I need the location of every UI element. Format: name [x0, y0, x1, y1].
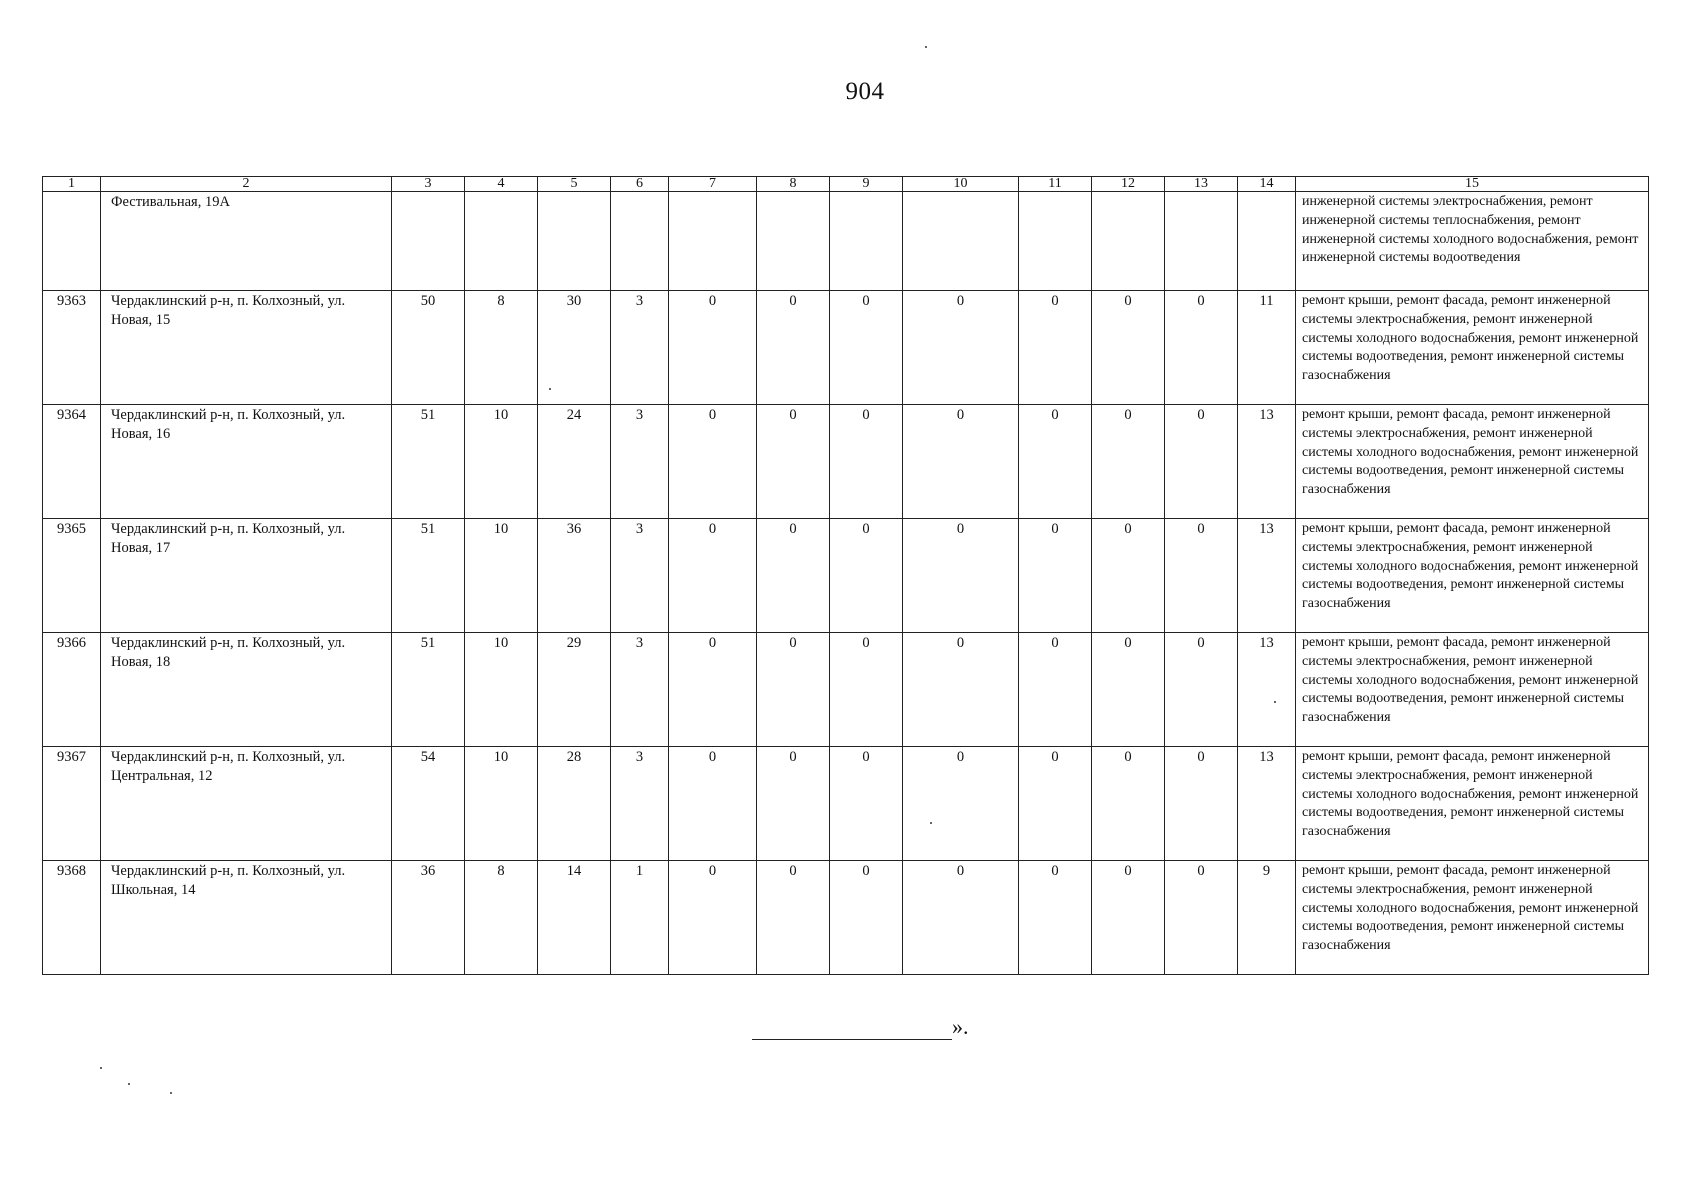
header-cell: 7 — [669, 177, 757, 192]
value-cell: 0 — [1092, 633, 1165, 747]
value-cell: 0 — [903, 291, 1019, 405]
header-cell: 5 — [538, 177, 611, 192]
value-cell: 3 — [611, 291, 669, 405]
works-cell: ремонт крыши, ремонт фасада, ремонт инженерной системы электроснабжения, ремонт инженерной системы холодного водоснабжения, ремонт инженерной системы водоотведения, ремонт инженерной системы газоснабжения — [1296, 861, 1649, 975]
header-cell: 2 — [101, 177, 392, 192]
value-cell: 0 — [1092, 861, 1165, 975]
header-cell: 9 — [830, 177, 903, 192]
value-cell: 28 — [538, 747, 611, 861]
value-cell: 8 — [465, 291, 538, 405]
value-cell: 0 — [1165, 861, 1238, 975]
value-cell: 36 — [392, 861, 465, 975]
value-cell: 0 — [757, 405, 830, 519]
closing-quote: ». — [952, 1014, 969, 1039]
value-cell: 0 — [669, 861, 757, 975]
value-cell: 0 — [757, 861, 830, 975]
scan-speck — [930, 822, 932, 824]
value-cell — [1019, 192, 1092, 291]
closing-mark — [752, 1014, 969, 1040]
value-cell: 29 — [538, 633, 611, 747]
table-row — [43, 747, 1649, 861]
value-cell — [1238, 192, 1296, 291]
id-cell: 9364 — [43, 405, 101, 519]
value-cell — [903, 192, 1019, 291]
id-cell — [43, 192, 101, 291]
value-cell — [669, 192, 757, 291]
value-cell: 0 — [669, 519, 757, 633]
value-cell: 9 — [1238, 861, 1296, 975]
value-cell: 24 — [538, 405, 611, 519]
value-cell: 0 — [830, 747, 903, 861]
value-cell: 3 — [611, 405, 669, 519]
table-body — [43, 177, 1649, 975]
header-cell: 3 — [392, 177, 465, 192]
header-cell: 1 — [43, 177, 101, 192]
header-cell: 4 — [465, 177, 538, 192]
value-cell: 0 — [1092, 519, 1165, 633]
value-cell: 0 — [1165, 633, 1238, 747]
value-cell: 0 — [1092, 747, 1165, 861]
value-cell: 3 — [611, 519, 669, 633]
value-cell: 0 — [1019, 291, 1092, 405]
scan-speck — [1274, 701, 1276, 703]
value-cell: 0 — [669, 291, 757, 405]
value-cell: 0 — [1019, 519, 1092, 633]
scan-speck — [128, 1083, 130, 1085]
table-row — [43, 519, 1649, 633]
value-cell: 51 — [392, 633, 465, 747]
works-cell: инженерной системы электроснабжения, ремонт инженерной системы теплоснабжения, ремонт инженерной системы холодного водоснабжения, ремонт инженерной системы водоотведения — [1296, 192, 1649, 291]
value-cell: 0 — [1165, 519, 1238, 633]
value-cell: 0 — [1019, 861, 1092, 975]
value-cell: 0 — [757, 747, 830, 861]
header-cell: 13 — [1165, 177, 1238, 192]
table-row — [43, 405, 1649, 519]
scan-speck — [549, 388, 551, 390]
value-cell: 10 — [465, 519, 538, 633]
address-cell: Фестивальная, 19А — [101, 192, 392, 291]
value-cell: 0 — [1019, 405, 1092, 519]
value-cell: 0 — [1092, 405, 1165, 519]
header-cell: 10 — [903, 177, 1019, 192]
value-cell: 0 — [1165, 747, 1238, 861]
works-cell: ремонт крыши, ремонт фасада, ремонт инженерной системы электроснабжения, ремонт инженерной системы холодного водоснабжения, ремонт инженерной системы водоотведения, ремонт инженерной системы газоснабжения — [1296, 291, 1649, 405]
value-cell — [757, 192, 830, 291]
value-cell: 13 — [1238, 405, 1296, 519]
id-cell: 9366 — [43, 633, 101, 747]
value-cell: 30 — [538, 291, 611, 405]
value-cell: 8 — [465, 861, 538, 975]
signature-line — [752, 1019, 952, 1040]
id-cell: 9368 — [43, 861, 101, 975]
id-cell: 9365 — [43, 519, 101, 633]
value-cell: 0 — [830, 861, 903, 975]
id-cell: 9367 — [43, 747, 101, 861]
register-table — [42, 176, 1649, 975]
value-cell: 0 — [830, 291, 903, 405]
value-cell: 0 — [1165, 291, 1238, 405]
value-cell: 0 — [903, 747, 1019, 861]
value-cell: 13 — [1238, 519, 1296, 633]
header-cell: 12 — [1092, 177, 1165, 192]
address-cell: Чердаклинский р-н, п. Колхозный, ул. Новая, 17 — [101, 519, 392, 633]
value-cell: 0 — [1165, 405, 1238, 519]
address-cell: Чердаклинский р-н, п. Колхозный, ул. Новая, 18 — [101, 633, 392, 747]
value-cell: 1 — [611, 861, 669, 975]
header-cell: 11 — [1019, 177, 1092, 192]
address-cell: Чердаклинский р-н, п. Колхозный, ул. Школьная, 14 — [101, 861, 392, 975]
continuation-row — [43, 192, 1649, 291]
value-cell — [1092, 192, 1165, 291]
scan-speck — [100, 1067, 102, 1069]
value-cell: 0 — [757, 519, 830, 633]
value-cell: 14 — [538, 861, 611, 975]
value-cell — [611, 192, 669, 291]
value-cell: 0 — [903, 633, 1019, 747]
works-cell: ремонт крыши, ремонт фасада, ремонт инженерной системы электроснабжения, ремонт инженерной системы холодного водоснабжения, ремонт инженерной системы водоотведения, ремонт инженерной системы газоснабжения — [1296, 747, 1649, 861]
scan-speck — [170, 1092, 172, 1094]
value-cell — [1165, 192, 1238, 291]
scan-speck — [925, 46, 927, 48]
header-cell: 15 — [1296, 177, 1649, 192]
address-cell: Чердаклинский р-н, п. Колхозный, ул. Новая, 15 — [101, 291, 392, 405]
value-cell: 50 — [392, 291, 465, 405]
value-cell: 54 — [392, 747, 465, 861]
value-cell — [538, 192, 611, 291]
value-cell: 36 — [538, 519, 611, 633]
header-cell: 8 — [757, 177, 830, 192]
value-cell: 11 — [1238, 291, 1296, 405]
value-cell: 0 — [830, 633, 903, 747]
value-cell: 10 — [465, 633, 538, 747]
value-cell: 0 — [669, 747, 757, 861]
header-cell: 6 — [611, 177, 669, 192]
value-cell: 13 — [1238, 747, 1296, 861]
value-cell: 51 — [392, 405, 465, 519]
works-cell: ремонт крыши, ремонт фасада, ремонт инженерной системы электроснабжения, ремонт инженерной системы холодного водоснабжения, ремонт инженерной системы водоотведения, ремонт инженерной системы газоснабжения — [1296, 405, 1649, 519]
value-cell: 0 — [1019, 633, 1092, 747]
value-cell: 0 — [903, 861, 1019, 975]
value-cell: 0 — [903, 405, 1019, 519]
value-cell — [830, 192, 903, 291]
value-cell: 0 — [669, 633, 757, 747]
works-cell: ремонт крыши, ремонт фасада, ремонт инженерной системы электроснабжения, ремонт инженерной системы холодного водоснабжения, ремонт инженерной системы водоотведения, ремонт инженерной системы газоснабжения — [1296, 519, 1649, 633]
value-cell: 0 — [757, 633, 830, 747]
value-cell: 10 — [465, 747, 538, 861]
value-cell: 0 — [757, 291, 830, 405]
works-cell: ремонт крыши, ремонт фасада, ремонт инженерной системы электроснабжения, ремонт инженерной системы холодного водоснабжения, ремонт инженерной системы водоотведения, ремонт инженерной системы газоснабжения — [1296, 633, 1649, 747]
value-cell: 0 — [1019, 747, 1092, 861]
page-number: 904 — [845, 78, 885, 105]
value-cell: 0 — [669, 405, 757, 519]
value-cell: 0 — [830, 405, 903, 519]
header-cell: 14 — [1238, 177, 1296, 192]
value-cell: 0 — [1092, 291, 1165, 405]
value-cell — [392, 192, 465, 291]
address-cell: Чердаклинский р-н, п. Колхозный, ул. Новая, 16 — [101, 405, 392, 519]
header-row — [43, 177, 1649, 192]
value-cell — [465, 192, 538, 291]
value-cell: 0 — [903, 519, 1019, 633]
table-row — [43, 291, 1649, 405]
value-cell: 13 — [1238, 633, 1296, 747]
table-row — [43, 861, 1649, 975]
table-row — [43, 633, 1649, 747]
value-cell: 3 — [611, 747, 669, 861]
id-cell: 9363 — [43, 291, 101, 405]
address-cell: Чердаклинский р-н, п. Колхозный, ул. Центральная, 12 — [101, 747, 392, 861]
value-cell: 3 — [611, 633, 669, 747]
value-cell: 51 — [392, 519, 465, 633]
value-cell: 0 — [830, 519, 903, 633]
value-cell: 10 — [465, 405, 538, 519]
